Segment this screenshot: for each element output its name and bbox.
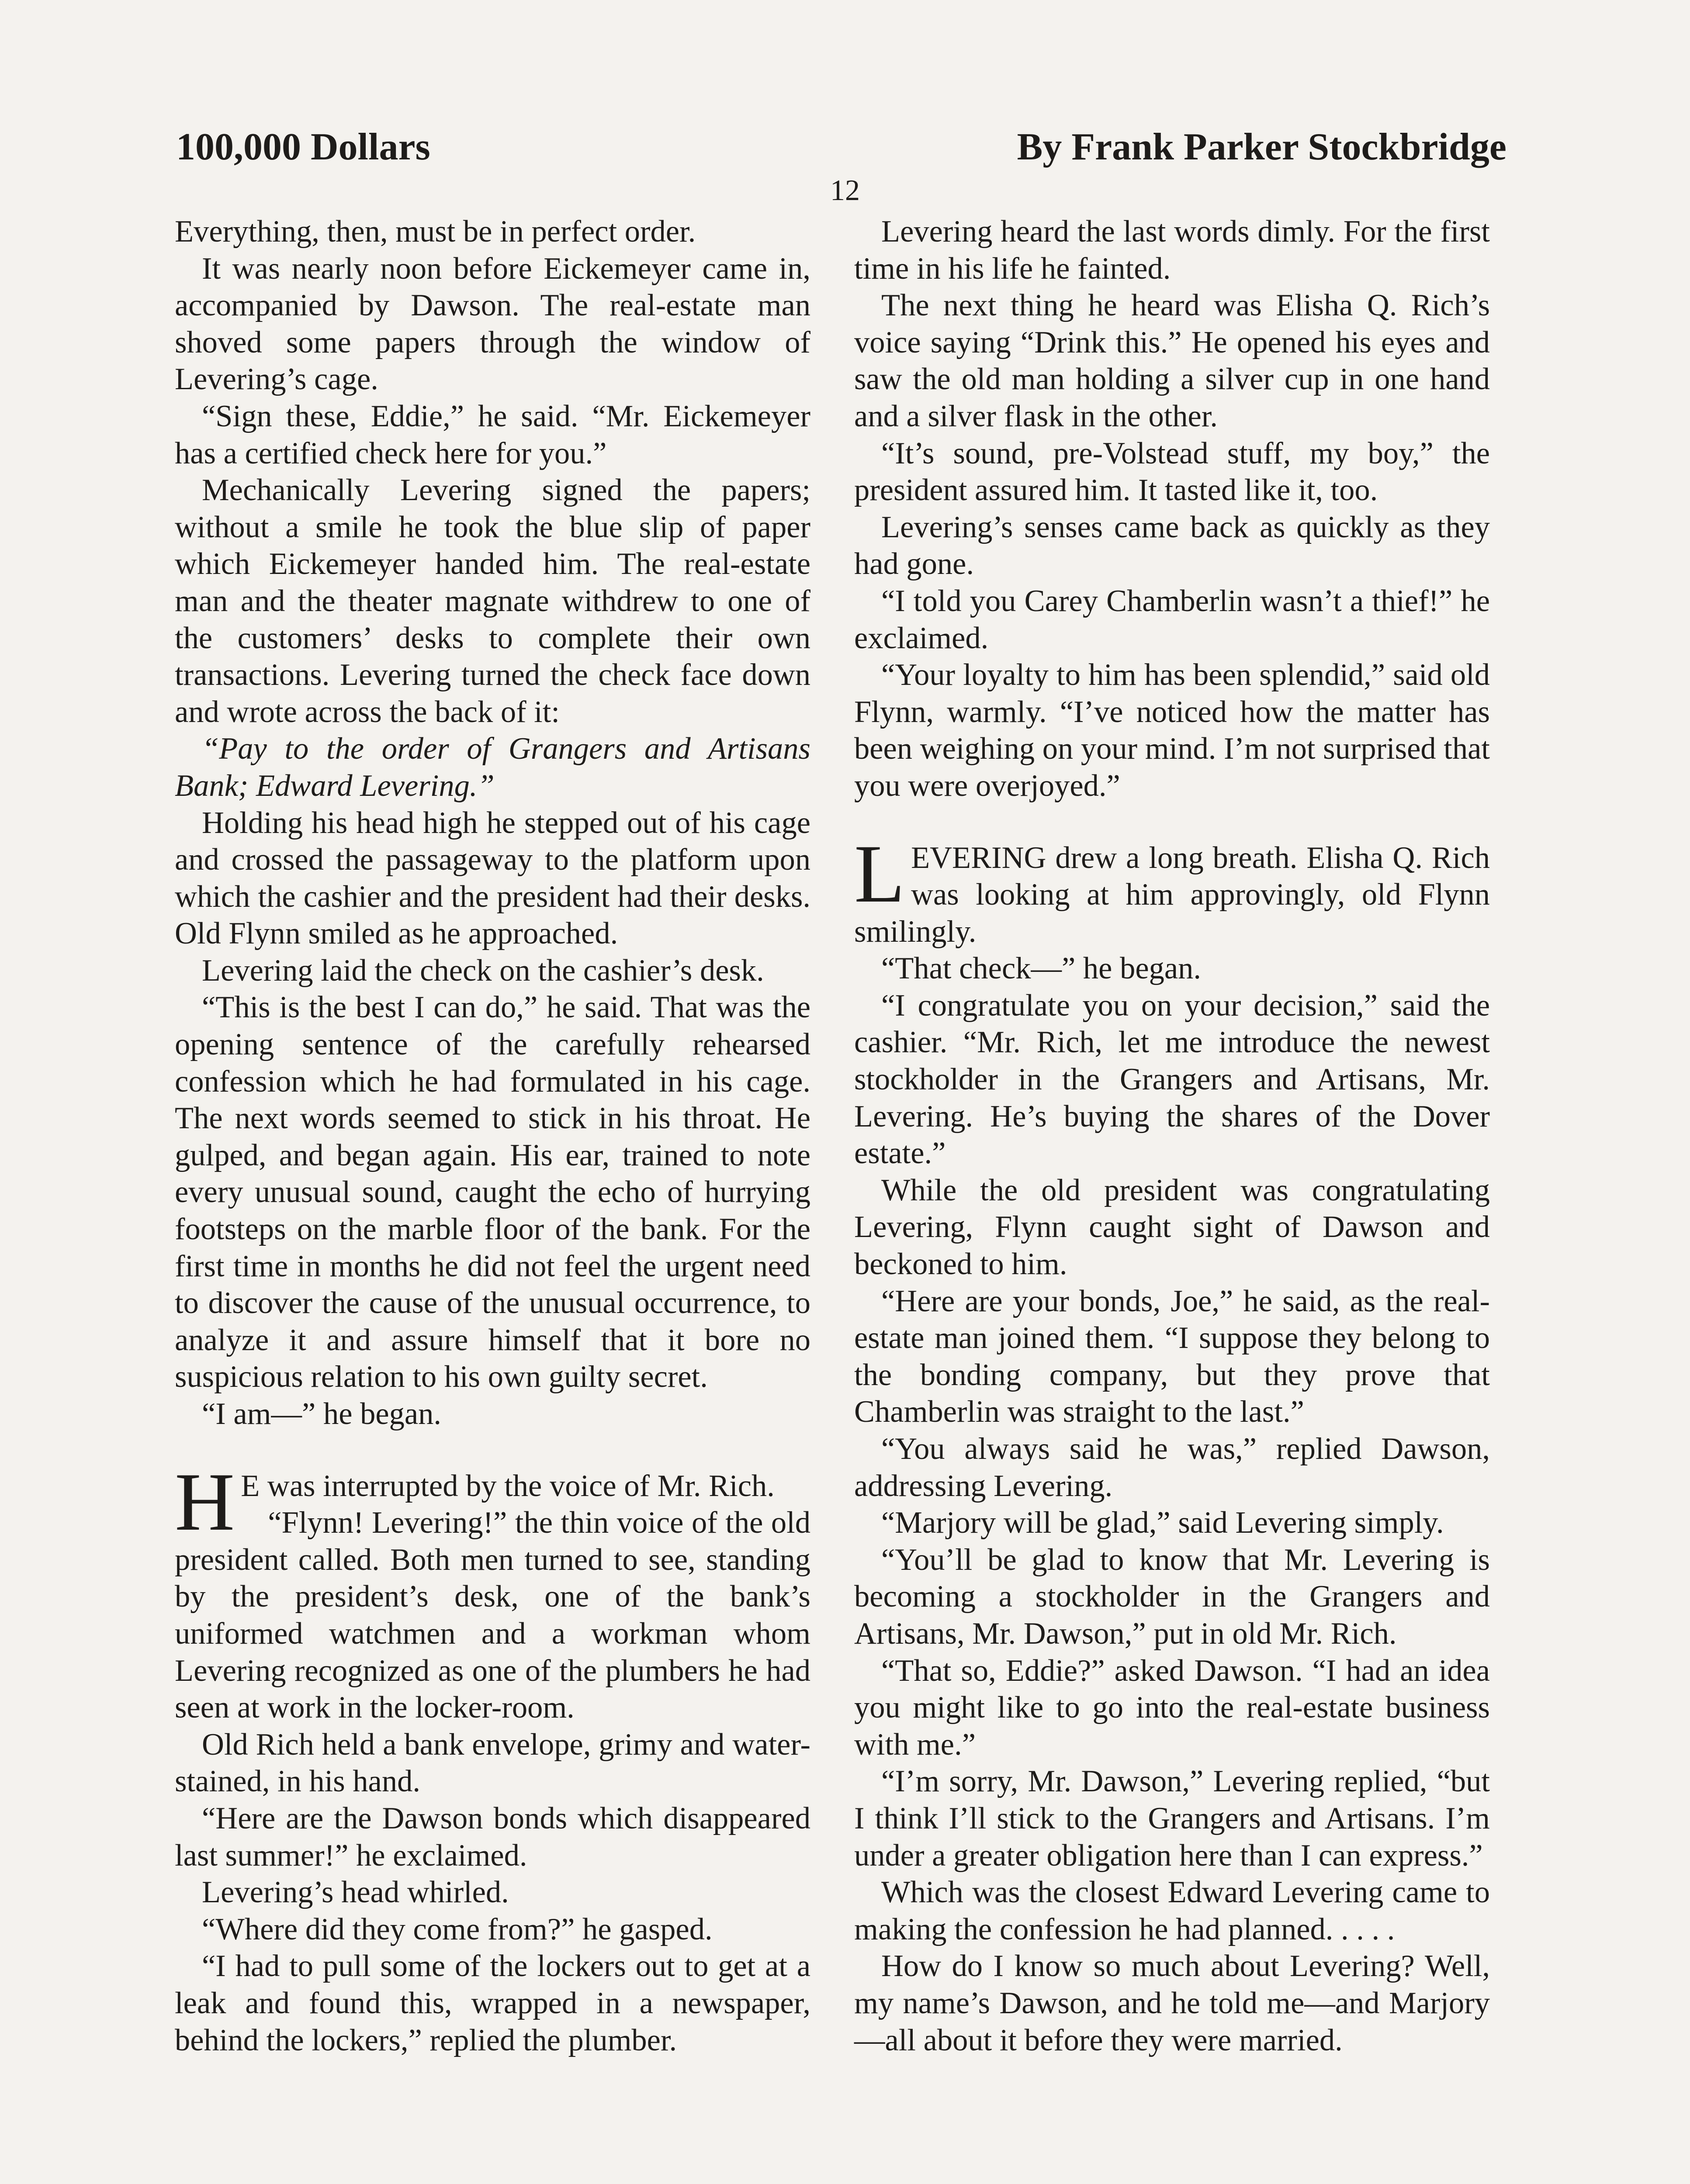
left-column: [175, 213, 810, 2184]
paragraph: Mechanically Levering signed the papers; without a smile he took the blue slip of paper which Eickemeyer handed him. The real-estate man and the theater magnate withdrew to one of the customers’ desks to complete their own transactions. Levering turned the check face down and wrote across the back of it:: [175, 473, 810, 729]
story-title: 100,000 Dollars: [176, 126, 430, 168]
page-number: 12: [830, 173, 860, 207]
paragraph: How do I know so much about Levering? Well, my name’s Dawson, and he told me—and Marjory—all about it before they were married.: [854, 1949, 1490, 2057]
paragraph: “It’s sound, pre-Volstead stuff, my boy,” the president assured him. It tasted like it, too.: [854, 436, 1490, 508]
section-opening-paragraph: [854, 828, 1490, 950]
paragraph: “I am—” he began.: [202, 1397, 442, 1431]
paragraph: “I congratulate you on your decision,” said the cashier. “Mr. Rich, let me introduce the newest stockholder in the Grangers and Artisans, Mr. Levering. He’s buying the shares of the Dover estate.”: [854, 988, 1490, 1171]
paragraph: The next thing he heard was Elisha Q. Rich’s voice saying “Drink this.” He opened his eyes and saw the old man holding a silver cup in one hand and a silver flask in the other.: [854, 288, 1490, 433]
paragraph: It was nearly noon before Eickemeyer came in, accompanied by Dawson. The real-estate man shoved some papers through the window of Levering’s cage.: [175, 251, 810, 397]
paragraph: Levering laid the check on the cashier’s desk.: [202, 953, 764, 988]
endorsement-text: “Pay to the order of Grangers and Artisans Bank; Edward Levering.”: [175, 732, 810, 803]
paragraph: While the old president was congratulating Levering, Flynn caught sight of Dawson and beckoned to him.: [854, 1173, 1490, 1282]
page-header: [176, 123, 1506, 171]
section-opening-text: E was interrupted by the voice of Mr. Rich.: [241, 1469, 775, 1503]
paragraph: “Where did they come from?” he gasped.: [202, 1912, 713, 1946]
paragraph: Everything, then, must be in perfect order.: [175, 214, 696, 249]
paragraph: “Here are your bonds, Joe,” he said, as the real-estate man joined them. “I suppose they belong to the bonding company, but they prove that Chamberlin was straight to the last.”: [854, 1284, 1490, 1429]
paragraph: “That so, Eddie?” asked Dawson. “I had an idea you might like to go into the real-estate business with me.”: [854, 1653, 1490, 1762]
paragraph: “I had to pull some of the lockers out to get at a leak and found this, wrapped in a newspaper, behind the lockers,” replied the plumber.: [175, 1949, 810, 2057]
drop-cap: L: [854, 828, 905, 920]
drop-cap: H: [175, 1456, 235, 1548]
paragraph: Which was the closest Edward Levering came to making the confession he had planned. . . . .: [854, 1875, 1490, 1946]
paragraph: “That check—” he began.: [881, 951, 1202, 986]
paragraph: “Marjory will be glad,” said Levering simply.: [881, 1506, 1444, 1540]
paragraph: Levering’s head whirled.: [202, 1875, 509, 1910]
section-opening-paragraph: [175, 1456, 810, 1548]
paragraph: Old Rich held a bank envelope, grimy and water-stained, in his hand.: [175, 1727, 810, 1799]
paragraph: “Sign these, Eddie,” he said. “Mr. Eickemeyer has a certified check here for you.”: [175, 399, 810, 470]
paragraph: Levering heard the last words dimly. For the first time in his life he fainted.: [854, 214, 1490, 286]
paragraph: “Your loyalty to him has been splendid,” said old Flynn, warmly. “I’ve noticed how the matter has been weighing on your mind. I’m not surprised that you were overjoyed.”: [854, 658, 1490, 803]
paragraph: “I’m sorry, Mr. Dawson,” Levering replied, “but I think I’ll stick to the Grangers and Artisans. I’m under a greater obligation here than I can express.”: [854, 1764, 1490, 1873]
paragraph: “You’ll be glad to know that Mr. Levering is becoming a stockholder in the Grangers and Artisans, Mr. Dawson,” put in old Mr. Rich.: [854, 1542, 1490, 1651]
author-byline: By Frank Parker Stockbridge: [1017, 126, 1506, 168]
paragraph: “You always said he was,” replied Dawson, addressing Levering.: [854, 1432, 1490, 1503]
paragraph: “Here are the Dawson bonds which disappeared last summer!” he exclaimed.: [175, 1801, 810, 1873]
paragraph: “I told you Carey Chamberlin wasn’t a thief!” he exclaimed.: [854, 584, 1490, 655]
paragraph: “Flynn! Levering!” the thin voice of the old president called. Both men turned to see, standing by the president’s desk, one of the bank’s uniformed watchmen and a workman whom Levering recognized as one of the plumbers he had seen at work in the locker-room.: [175, 1506, 810, 1725]
paragraph-italic-endorsement: [175, 730, 810, 804]
paragraph: Holding his head high he stepped out of his cage and crossed the passageway to the platform upon which the cashier and the president had their desks. Old Flynn smiled as he approached.: [175, 805, 810, 951]
paragraph: Levering’s senses came back as quickly as they had gone.: [854, 510, 1490, 581]
right-column: [854, 213, 1490, 2184]
section-opening-text: EVERING drew a long breath. Elisha Q. Rich was looking at him approvingly, old Flynn smilingly.: [854, 840, 1490, 949]
paragraph: “This is the best I can do,” he said. That was the opening sentence of the carefully rehearsed confession which he had formulated in his cage. The next words seemed to stick in his throat. He gulped, and began again. His ear, trained to note every unusual sound, caught the echo of hurrying footsteps on the marble floor of the bank. For the first time in months he did not feel the urgent need to discover the cause of the unusual occurrence, to analyze it and assure himself that it bore no suspicious relation to his own guilty secret.: [175, 990, 810, 1394]
